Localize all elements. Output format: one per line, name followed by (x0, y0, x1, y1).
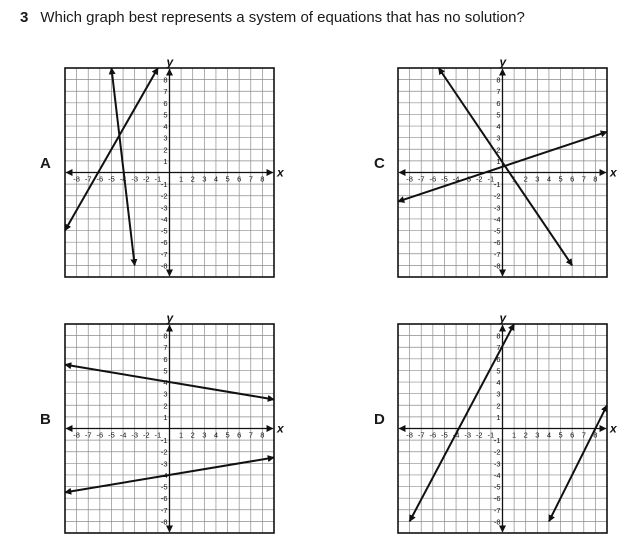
y-tick-label: -1 (493, 436, 501, 446)
y-tick-label: 2 (163, 145, 168, 155)
option-letter-a: A (40, 155, 51, 172)
y-tick-label: 1 (496, 156, 501, 166)
y-tick-label: -1 (160, 180, 168, 190)
x-tick-label: -6 (429, 430, 437, 440)
x-tick-label: -4 (119, 174, 127, 184)
x-tick-label: 6 (237, 430, 242, 440)
x-tick-label: 3 (535, 430, 540, 440)
x-axis-name: x (277, 421, 284, 436)
y-tick-label: -5 (160, 226, 168, 236)
x-tick-label: -6 (429, 174, 437, 184)
y-tick-label: 8 (163, 75, 168, 85)
y-tick-label: -2 (493, 447, 501, 457)
y-tick-label: -5 (160, 482, 168, 492)
x-tick-label: 6 (570, 430, 575, 440)
y-tick-label: 5 (496, 366, 501, 376)
y-tick-label: 1 (163, 412, 168, 422)
graph-b[interactable] (65, 311, 284, 533)
x-tick-label: 2 (523, 174, 528, 184)
x-tick-label: -1 (487, 430, 495, 440)
x-tick-label: -3 (464, 430, 472, 440)
x-tick-label: -8 (406, 174, 413, 184)
x-tick-label: -6 (96, 430, 104, 440)
x-tick-label: 4 (213, 430, 219, 440)
x-tick-label: -5 (108, 174, 115, 184)
x-tick-label: -5 (108, 430, 115, 440)
x-tick-label: 6 (570, 174, 575, 184)
x-tick-label: -5 (441, 430, 448, 440)
x-tick-label: -7 (84, 430, 92, 440)
y-tick-label: 5 (163, 110, 168, 120)
x-tick-label: 1 (512, 174, 517, 184)
y-tick-label: -3 (493, 459, 501, 469)
x-tick-label: 6 (237, 174, 242, 184)
x-tick-label: -1 (154, 430, 162, 440)
x-tick-label: 7 (248, 174, 253, 184)
y-tick-label: 5 (496, 110, 501, 120)
x-tick-label: -2 (142, 174, 150, 184)
x-tick-label: 7 (581, 430, 586, 440)
x-tick-label: -3 (131, 430, 139, 440)
graph-d[interactable] (398, 311, 617, 533)
x-tick-label: -7 (417, 430, 425, 440)
y-tick-label: 3 (163, 133, 168, 143)
x-tick-label: -1 (154, 174, 162, 184)
x-tick-label: 1 (179, 174, 184, 184)
x-tick-label: 1 (512, 430, 517, 440)
y-tick-label: -8 (160, 261, 168, 271)
y-tick-label: 1 (496, 412, 501, 422)
x-tick-label: -2 (142, 430, 150, 440)
y-tick-label: -5 (493, 482, 501, 492)
y-tick-label: -4 (160, 214, 168, 224)
question (20, 9, 525, 26)
y-tick-label: -2 (493, 191, 501, 201)
y-tick-label: 8 (496, 75, 501, 85)
x-tick-label: -2 (475, 430, 483, 440)
x-tick-label: 5 (558, 430, 563, 440)
x-tick-label: -6 (96, 174, 104, 184)
y-tick-label: -5 (493, 226, 501, 236)
y-tick-label: -7 (493, 249, 501, 259)
y-tick-label: 4 (496, 378, 501, 388)
x-tick-label: -8 (73, 430, 80, 440)
y-tick-label: 2 (496, 145, 501, 155)
x-tick-label: 8 (593, 174, 598, 184)
x-tick-label: 2 (190, 174, 195, 184)
x-tick-label: -4 (452, 430, 460, 440)
option-letter-c: C (374, 155, 385, 172)
y-tick-label: -6 (160, 494, 168, 504)
y-tick-label: 5 (163, 366, 168, 376)
x-tick-label: -3 (131, 174, 139, 184)
x-tick-label: -8 (406, 430, 413, 440)
graph-c[interactable] (398, 55, 617, 277)
y-tick-label: -4 (493, 214, 501, 224)
y-tick-label: -3 (160, 203, 168, 213)
y-tick-label: -8 (160, 517, 168, 527)
x-axis-name: x (277, 165, 284, 180)
option-letter-b: B (40, 411, 51, 428)
y-tick-label: -4 (493, 470, 501, 480)
y-tick-label: 3 (496, 389, 501, 399)
x-tick-label: 4 (546, 430, 552, 440)
y-axis-name: y (499, 311, 507, 325)
x-tick-label: 4 (546, 174, 552, 184)
y-tick-label: 4 (496, 122, 501, 132)
x-axis-name: x (610, 165, 617, 180)
y-tick-label: -7 (160, 505, 168, 515)
y-tick-label: -4 (160, 470, 168, 480)
x-tick-label: 8 (260, 174, 265, 184)
y-axis-name: y (499, 55, 507, 69)
y-axis-name: y (166, 55, 174, 69)
y-tick-label: -6 (493, 494, 501, 504)
y-tick-label: 6 (496, 354, 501, 364)
x-tick-label: 7 (248, 430, 253, 440)
y-tick-label: -7 (160, 249, 168, 259)
y-tick-label: 8 (496, 331, 501, 341)
y-tick-label: -6 (160, 238, 168, 248)
y-tick-label: 6 (163, 98, 168, 108)
x-tick-label: -1 (487, 174, 495, 184)
x-tick-label: 3 (535, 174, 540, 184)
y-tick-label: 2 (496, 401, 501, 411)
x-tick-label: 5 (225, 174, 230, 184)
y-tick-label: 3 (163, 389, 168, 399)
y-tick-label: 8 (163, 331, 168, 341)
x-tick-label: 5 (558, 174, 563, 184)
y-tick-label: -3 (160, 459, 168, 469)
y-tick-label: -7 (493, 505, 501, 515)
x-tick-label: 4 (213, 174, 219, 184)
y-tick-label: -1 (493, 180, 501, 190)
y-tick-label: -8 (493, 517, 501, 527)
y-tick-label: -2 (160, 447, 168, 457)
x-tick-label: -8 (73, 174, 80, 184)
y-tick-label: -1 (160, 436, 168, 446)
x-tick-label: 5 (225, 430, 230, 440)
y-tick-label: -2 (160, 191, 168, 201)
question-text: Which graph best represents a system of equations that has no solution? (40, 9, 525, 26)
x-tick-label: -4 (452, 174, 460, 184)
y-tick-label: 2 (163, 401, 168, 411)
x-tick-label: 2 (523, 430, 528, 440)
x-tick-label: -7 (417, 174, 425, 184)
y-tick-label: 6 (163, 354, 168, 364)
x-tick-label: 3 (202, 430, 207, 440)
y-tick-label: 1 (163, 156, 168, 166)
x-tick-label: -5 (441, 174, 448, 184)
x-tick-label: 3 (202, 174, 207, 184)
y-tick-label: 7 (496, 87, 501, 97)
y-tick-label: 6 (496, 98, 501, 108)
x-tick-label: -4 (119, 430, 127, 440)
x-tick-label: -3 (464, 174, 472, 184)
y-tick-label: 3 (496, 133, 501, 143)
question-number: 3 (20, 9, 29, 26)
y-tick-label: 7 (496, 343, 501, 353)
x-tick-label: 1 (179, 430, 184, 440)
option-letter-d: D (374, 411, 385, 428)
y-tick-label: 4 (163, 122, 168, 132)
graph-a[interactable] (65, 55, 284, 277)
x-axis-name: x (610, 421, 617, 436)
x-tick-label: 7 (581, 174, 586, 184)
y-tick-label: -8 (493, 261, 501, 271)
y-tick-label: 7 (163, 87, 168, 97)
y-tick-label: 4 (163, 378, 168, 388)
x-tick-label: 8 (593, 430, 598, 440)
x-tick-label: -7 (84, 174, 92, 184)
x-tick-label: -2 (475, 174, 483, 184)
y-tick-label: 7 (163, 343, 168, 353)
y-tick-label: -3 (493, 203, 501, 213)
y-tick-label: -6 (493, 238, 501, 248)
y-axis-name: y (166, 311, 174, 325)
x-tick-label: 8 (260, 430, 265, 440)
x-tick-label: 2 (190, 430, 195, 440)
